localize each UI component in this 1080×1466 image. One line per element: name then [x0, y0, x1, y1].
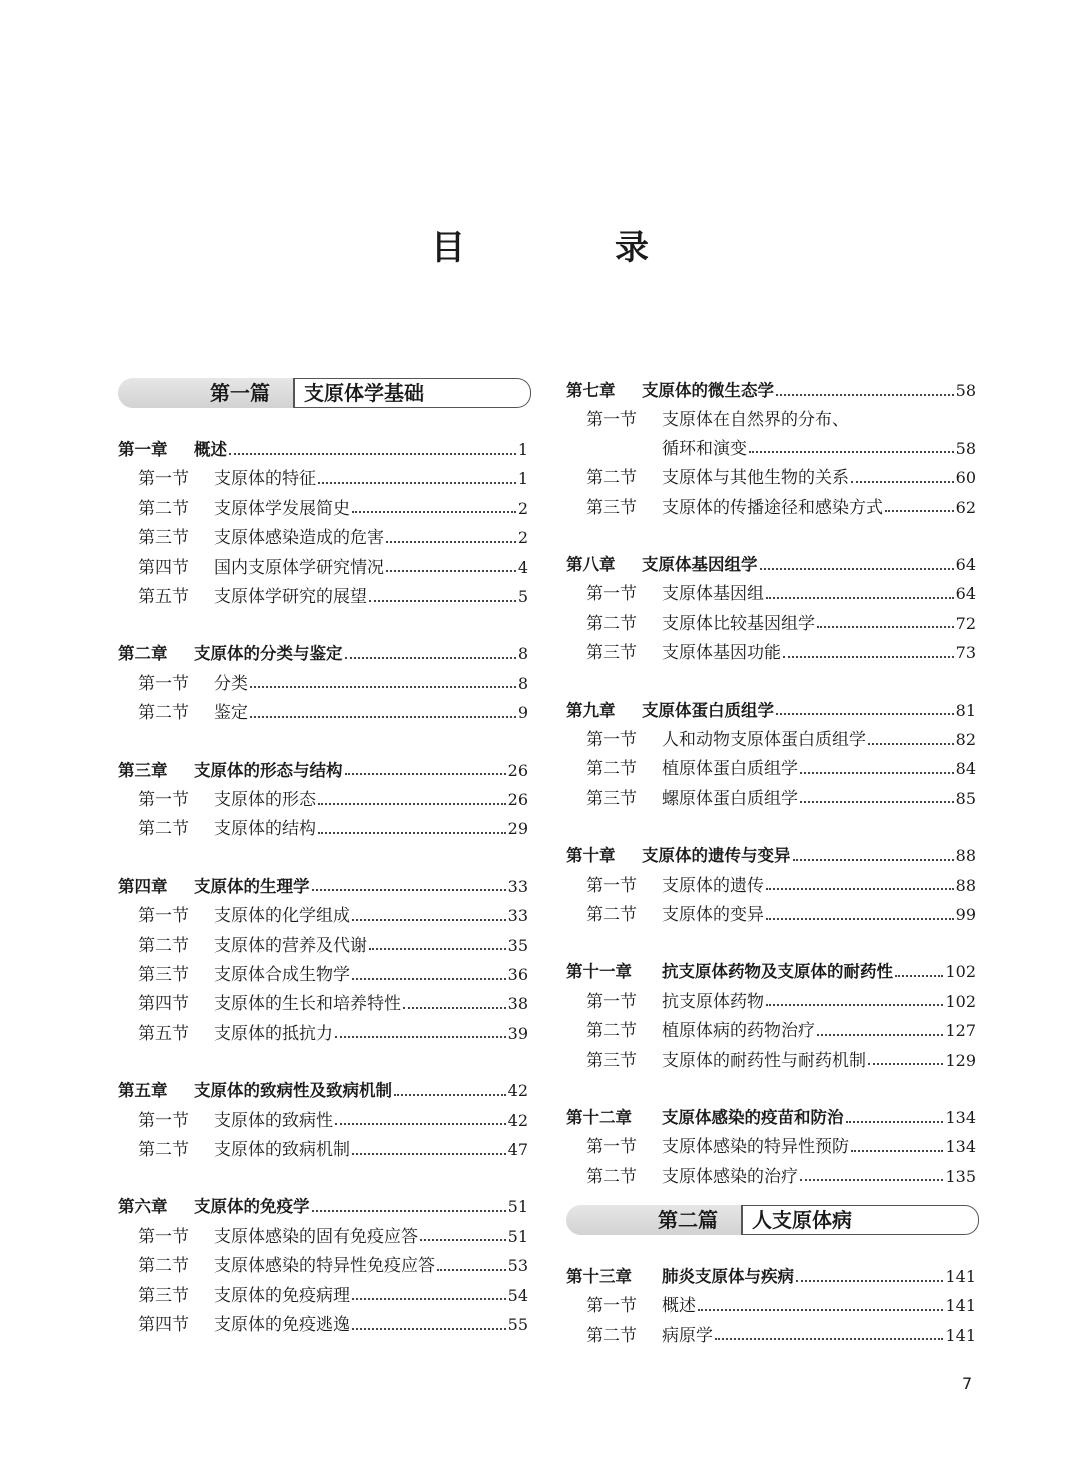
section-title: 支原体的致病性	[214, 1110, 333, 1131]
leader-dots	[800, 800, 954, 803]
section-label: 第一节	[138, 1110, 189, 1131]
leader-dots	[783, 655, 954, 658]
section-title: 支原体比较基因组学	[662, 613, 815, 634]
toc-section-entry[interactable]	[566, 1293, 976, 1319]
toc-section-entry[interactable]	[566, 1018, 976, 1044]
leader-dots	[793, 858, 954, 861]
section-label: 第一节	[586, 1296, 637, 1317]
toc-section-entry[interactable]	[118, 903, 528, 929]
toc-section-entry[interactable]	[566, 581, 976, 607]
part-banner	[118, 378, 528, 408]
section-page: 2	[517, 528, 528, 548]
toc-section-entry[interactable]	[566, 902, 976, 928]
part-number: 第一篇	[210, 381, 270, 405]
section-page: 60	[955, 468, 976, 488]
section-label: 第二节	[138, 1140, 189, 1160]
section-label: 第二节	[586, 1021, 637, 1042]
section-label: 第三节	[138, 965, 189, 985]
section-page: 1	[517, 469, 528, 489]
section-label: 第二节	[138, 935, 189, 956]
chapter-title: 肺炎支原体与疾病	[662, 1267, 794, 1286]
leader-dots	[846, 1120, 944, 1123]
leader-dots	[776, 393, 954, 396]
leader-dots	[766, 917, 954, 920]
section-page: 42	[507, 1110, 528, 1130]
leader-dots	[715, 1337, 943, 1340]
leader-dots	[335, 1122, 506, 1125]
toc-chapter-entry[interactable]	[566, 552, 976, 578]
leader-dots	[817, 625, 954, 628]
section-page: 2	[517, 498, 528, 518]
toc-section-entry[interactable]	[118, 933, 528, 959]
chapter-page: 8	[517, 644, 528, 664]
toc-section-entry[interactable]	[118, 466, 528, 492]
section-label: 第一节	[138, 673, 189, 694]
leader-dots	[352, 1152, 506, 1155]
toc-section-entry[interactable]	[118, 584, 528, 610]
toc-section-entry[interactable]	[566, 873, 976, 899]
chapter-page: 26	[507, 760, 528, 780]
section-title: 支原体的免疫病理	[214, 1285, 350, 1306]
toc-section-entry[interactable]	[566, 989, 976, 1015]
chapter-page: 81	[955, 700, 976, 720]
chapter-label: 第一章	[118, 440, 168, 459]
leader-dots	[352, 1297, 506, 1300]
section-label: 第二节	[138, 703, 189, 724]
leader-dots	[868, 742, 954, 745]
chapter-title: 支原体的微生态学	[642, 381, 774, 400]
section-page: 84	[955, 759, 976, 779]
toc-chapter-entry[interactable]	[118, 641, 528, 667]
toc-section-entry[interactable]	[566, 640, 976, 666]
chapter-title: 支原体的致病性及致病机制	[194, 1081, 392, 1101]
section-label: 第二节	[586, 905, 637, 925]
section-title: 支原体的营养及代谢	[214, 935, 367, 956]
chapter-title: 概述	[194, 440, 227, 459]
leader-dots	[352, 977, 506, 980]
section-label: 第二节	[586, 759, 637, 780]
section-label: 第三节	[138, 1285, 189, 1306]
leader-dots	[885, 509, 954, 512]
section-label: 第一节	[586, 584, 637, 605]
leader-dots	[386, 540, 516, 543]
section-page: 8	[517, 673, 528, 693]
section-title: 支原体感染的特异性预防	[662, 1137, 849, 1158]
toc-section-entry[interactable]	[566, 495, 976, 521]
toc-chapter-entry[interactable]	[566, 1105, 976, 1131]
section-label: 第二节	[586, 1166, 637, 1187]
section-page: 36	[507, 965, 528, 984]
section-label: 第一节	[586, 875, 637, 896]
chapter-page: 1	[517, 440, 528, 459]
toc-section-entry[interactable]	[118, 991, 528, 1017]
leader-dots	[776, 712, 954, 715]
chapter-label: 第七章	[566, 381, 616, 400]
section-page: 72	[955, 613, 976, 633]
chapter-label: 第九章	[566, 700, 616, 720]
section-title: 螺原体蛋白质组学	[662, 788, 798, 809]
section-label: 第一节	[586, 730, 637, 750]
leader-dots	[895, 974, 943, 977]
toc-section-entry[interactable]	[118, 671, 528, 697]
toc-section-entry[interactable]	[118, 787, 528, 813]
leader-dots	[318, 831, 506, 834]
chapter-label: 第六章	[118, 1197, 168, 1217]
section-title: 支原体感染的固有免疫应答	[214, 1226, 418, 1247]
section-title: 支原体的特征	[214, 469, 316, 490]
part-number: 第二篇	[658, 1208, 718, 1232]
section-page: 73	[955, 643, 976, 663]
section-label: 第二节	[138, 819, 189, 840]
section-title: 病原学	[662, 1325, 713, 1346]
leader-dots	[437, 1268, 506, 1271]
chapter-title: 支原体的分类与鉴定	[194, 644, 343, 664]
chapter-page: 102	[945, 962, 976, 982]
section-page: 39	[507, 1023, 528, 1043]
leader-dots	[817, 1033, 943, 1036]
leader-dots	[766, 596, 954, 599]
toc-section-entry[interactable]	[118, 525, 528, 551]
leader-dots	[800, 771, 954, 774]
chapter-label: 第四章	[118, 876, 168, 896]
toc-section-entry[interactable]	[118, 496, 528, 522]
leader-dots	[345, 772, 506, 775]
section-label: 第二节	[138, 498, 189, 519]
leader-dots	[394, 1093, 506, 1096]
part-name: 人支原体病	[752, 1208, 852, 1232]
section-title: 支原体的耐药性与耐药机制	[662, 1050, 866, 1071]
section-label: 第四节	[138, 557, 189, 578]
section-label: 第二节	[138, 1256, 189, 1277]
section-label: 第一节	[586, 1137, 637, 1158]
toc-chapter-entry[interactable]	[566, 959, 976, 985]
page-title: 目 录	[431, 228, 707, 268]
section-page: 5	[517, 587, 528, 606]
leader-dots	[760, 567, 954, 570]
section-title: 植原体病的药物治疗	[662, 1021, 815, 1042]
chapter-label: 第五章	[118, 1081, 168, 1101]
toc-section-entry[interactable]	[566, 611, 976, 637]
section-label: 第二节	[586, 613, 637, 634]
chapter-page: 134	[945, 1108, 976, 1127]
section-label: 第二节	[586, 1325, 637, 1346]
section-title: 支原体的变异	[662, 905, 764, 925]
toc-chapter-entry[interactable]	[566, 843, 976, 869]
section-page: 135	[945, 1166, 976, 1186]
section-title: 人和动物支原体蛋白质组学	[662, 730, 866, 750]
section-label: 第三节	[586, 643, 637, 664]
section-title: 支原体学发展简史	[214, 498, 350, 519]
toc-section-entry[interactable]	[118, 1108, 528, 1134]
toc-section-entry[interactable]	[566, 756, 976, 782]
section-page: 55	[507, 1315, 528, 1334]
section-page: 102	[945, 991, 976, 1011]
chapter-title: 支原体蛋白质组学	[642, 700, 774, 720]
section-label: 第四节	[138, 994, 189, 1015]
leader-dots	[250, 685, 516, 688]
leader-dots	[766, 1003, 943, 1006]
leader-dots	[352, 1327, 506, 1330]
chapter-page: 33	[507, 876, 528, 896]
section-title: 支原体基因功能	[662, 643, 781, 664]
section-page: 38	[507, 994, 528, 1014]
chapter-title: 支原体感染的疫苗和防治	[662, 1108, 844, 1127]
chapter-title: 抗支原体药物及支原体的耐药性	[662, 962, 893, 982]
section-title: 支原体的遗传	[662, 875, 764, 896]
section-page: 33	[507, 906, 528, 926]
section-page: 54	[507, 1285, 528, 1305]
section-label: 第三节	[586, 1050, 637, 1071]
section-page: 62	[955, 497, 976, 517]
leader-dots	[851, 480, 954, 483]
toc-section-entry[interactable]	[566, 465, 976, 491]
section-page: 47	[507, 1140, 528, 1159]
part-banner	[566, 1205, 976, 1235]
section-page: 134	[945, 1137, 976, 1157]
leader-dots	[250, 715, 516, 718]
section-page: 4	[517, 557, 528, 577]
section-page: 88	[955, 875, 976, 895]
chapter-page: 141	[945, 1267, 976, 1286]
section-page: 35	[507, 935, 528, 955]
section-label: 第三节	[586, 497, 637, 518]
section-label: 第一节	[586, 991, 637, 1012]
chapter-label: 第十三章	[566, 1267, 632, 1286]
toc-section-entry[interactable]	[118, 700, 528, 726]
section-label: 第一节	[138, 1226, 189, 1247]
section-title: 支原体的生长和培养特性	[214, 994, 401, 1015]
toc-section-entry[interactable]	[118, 1283, 528, 1309]
section-title: 支原体的传播途径和感染方式	[662, 497, 883, 518]
section-title: 支原体感染的特异性免疫应答	[214, 1256, 435, 1277]
leader-dots	[403, 1006, 506, 1009]
section-label: 第四节	[138, 1315, 189, 1335]
toc-section-entry[interactable]	[566, 727, 976, 753]
toc-section-entry[interactable]	[566, 407, 976, 433]
section-page: 64	[955, 584, 976, 604]
chapter-label: 第十一章	[566, 962, 632, 982]
chapter-label: 第十章	[566, 846, 616, 866]
section-page: 51	[507, 1226, 528, 1246]
section-title: 国内支原体学研究情况	[214, 557, 384, 578]
toc-section-entry[interactable]	[118, 1224, 528, 1250]
chapter-page: 51	[507, 1197, 528, 1217]
toc-chapter-entry[interactable]	[566, 1264, 976, 1290]
section-label: 第三节	[586, 788, 637, 809]
chapter-label: 第二章	[118, 644, 168, 664]
toc-section-entry[interactable]	[118, 1021, 528, 1047]
leader-dots	[851, 1149, 943, 1152]
toc-section-continuation[interactable]	[566, 436, 976, 462]
section-page: 129	[945, 1050, 976, 1070]
leader-dots	[352, 918, 506, 921]
leader-dots	[749, 450, 954, 453]
toc-section-entry[interactable]	[118, 962, 528, 988]
toc-chapter-entry[interactable]	[118, 874, 528, 900]
section-page: 58	[955, 438, 976, 458]
section-label: 第二节	[586, 468, 637, 489]
leader-dots	[800, 1178, 943, 1181]
leader-dots	[386, 569, 516, 572]
section-page: 141	[945, 1325, 976, 1345]
toc-section-entry[interactable]	[118, 1137, 528, 1163]
leader-dots	[312, 888, 506, 891]
toc-chapter-entry[interactable]	[118, 1078, 528, 1104]
chapter-page: 64	[955, 555, 976, 574]
section-title-continued: 循环和演变	[662, 438, 747, 459]
leader-dots	[369, 947, 506, 950]
leader-dots	[345, 656, 516, 659]
chapter-label: 第八章	[566, 555, 616, 574]
leader-dots	[766, 887, 954, 890]
chapter-title: 支原体的遗传与变异	[642, 846, 791, 866]
leader-dots	[335, 1035, 506, 1038]
leader-dots	[312, 1209, 506, 1212]
toc-chapter-entry[interactable]	[566, 378, 976, 404]
toc-section-entry[interactable]	[566, 1134, 976, 1160]
page-number: 7	[962, 1374, 973, 1393]
part-name: 支原体学基础	[304, 381, 424, 405]
section-label: 第一节	[138, 790, 189, 810]
section-title: 支原体的免疫逃逸	[214, 1315, 350, 1335]
section-label: 第一节	[138, 906, 189, 927]
section-title: 支原体学研究的展望	[214, 587, 367, 607]
section-title: 支原体的抵抗力	[214, 1023, 333, 1044]
chapter-label: 第三章	[118, 760, 168, 780]
leader-dots	[420, 1238, 506, 1241]
section-title: 支原体的化学组成	[214, 906, 350, 927]
chapter-title: 支原体的形态与结构	[194, 760, 343, 780]
leader-dots	[698, 1308, 943, 1311]
section-page: 99	[955, 905, 976, 924]
leader-dots	[796, 1279, 943, 1282]
section-title: 鉴定	[214, 703, 248, 724]
chapter-page: 42	[507, 1081, 528, 1101]
section-title: 支原体感染造成的危害	[214, 528, 384, 549]
toc-section-entry[interactable]	[566, 1323, 976, 1349]
toc-section-entry[interactable]	[566, 1164, 976, 1190]
section-title: 支原体合成生物学	[214, 965, 350, 985]
section-page: 53	[507, 1256, 528, 1276]
section-title: 支原体的致病机制	[214, 1140, 350, 1160]
chapter-title: 支原体的生理学	[194, 876, 310, 896]
chapter-title: 支原体基因组学	[642, 555, 758, 574]
section-page: 29	[507, 819, 528, 839]
chapter-label: 第十二章	[566, 1108, 632, 1127]
toc-chapter-entry[interactable]	[566, 698, 976, 724]
section-page: 9	[517, 703, 528, 723]
section-title: 抗支原体药物	[662, 991, 764, 1012]
section-title: 植原体蛋白质组学	[662, 759, 798, 780]
section-label: 第一节	[586, 410, 637, 431]
toc-section-entry[interactable]	[566, 1048, 976, 1074]
toc-chapter-entry[interactable]	[118, 758, 528, 784]
section-title: 支原体感染的治疗	[662, 1166, 798, 1187]
section-title: 分类	[214, 673, 248, 694]
leader-dots	[868, 1062, 943, 1065]
toc-section-entry[interactable]	[118, 816, 528, 842]
toc-section-entry[interactable]	[118, 1312, 528, 1338]
leader-dots	[369, 599, 516, 602]
section-label: 第五节	[138, 1023, 189, 1044]
leader-dots	[352, 510, 516, 513]
section-title: 支原体的形态	[214, 790, 316, 810]
section-title: 支原体与其他生物的关系	[662, 468, 849, 489]
leader-dots	[229, 452, 516, 455]
section-label: 第五节	[138, 587, 189, 607]
section-page: 85	[955, 788, 976, 808]
section-title: 支原体在自然界的分布、	[662, 410, 849, 431]
section-page: 127	[945, 1021, 976, 1041]
chapter-page: 58	[955, 381, 976, 400]
toc-section-entry[interactable]	[566, 786, 976, 812]
section-label: 第三节	[138, 528, 189, 549]
section-title: 概述	[662, 1296, 696, 1317]
section-page: 82	[955, 730, 976, 749]
chapter-title: 支原体的免疫学	[194, 1197, 310, 1217]
section-title: 支原体的结构	[214, 819, 316, 840]
leader-dots	[318, 481, 516, 484]
leader-dots	[318, 802, 506, 805]
toc-section-entry[interactable]	[118, 555, 528, 581]
section-page: 26	[507, 790, 528, 809]
toc-chapter-entry[interactable]	[118, 1194, 528, 1220]
section-label: 第一节	[138, 469, 189, 490]
toc-section-entry[interactable]	[118, 1253, 528, 1279]
section-page: 141	[945, 1296, 976, 1316]
section-title: 支原体基因组	[662, 584, 764, 605]
toc-chapter-entry[interactable]	[118, 437, 528, 463]
chapter-page: 88	[955, 846, 976, 866]
